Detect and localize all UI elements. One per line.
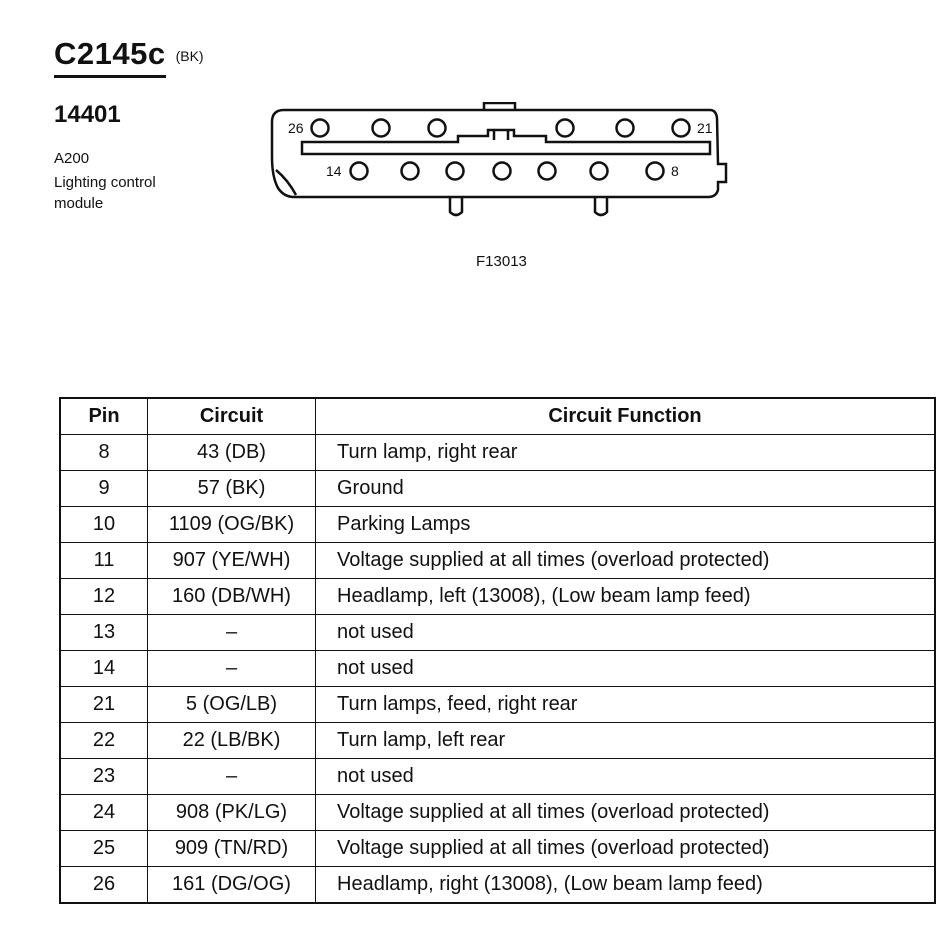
- pin-cell: 13: [60, 615, 148, 651]
- connector-face-diagram: [262, 102, 737, 220]
- header-circuit: Circuit: [148, 398, 316, 435]
- table-row: [60, 471, 935, 507]
- pin-cell: 23: [60, 759, 148, 795]
- table-row: [60, 507, 935, 543]
- pin-cavities-bottom-row: [351, 163, 664, 180]
- pin-label-21: 21: [697, 120, 713, 136]
- function-cell: Turn lamps, feed, right rear: [316, 687, 936, 723]
- function-cell: Voltage supplied at all times (overload protected): [316, 543, 936, 579]
- circuit-cell: –: [148, 759, 316, 795]
- part-number: 14401: [54, 101, 121, 128]
- function-cell: Headlamp, right (13008), (Low beam lamp feed): [316, 867, 936, 904]
- function-cell: Parking Lamps: [316, 507, 936, 543]
- function-cell: Voltage supplied at all times (overload protected): [316, 795, 936, 831]
- table-row: [60, 651, 935, 687]
- module-name: Lighting control module: [54, 174, 156, 212]
- circuit-cell: 1109 (OG/BK): [148, 507, 316, 543]
- table-row: [60, 435, 935, 471]
- header-pin: Pin: [60, 398, 148, 435]
- circuit-cell: 43 (DB): [148, 435, 316, 471]
- circuit-cell: –: [148, 651, 316, 687]
- pin-cell: 11: [60, 543, 148, 579]
- circuit-cell: 22 (LB/BK): [148, 723, 316, 759]
- table-row: [60, 543, 935, 579]
- function-cell: Turn lamp, right rear: [316, 435, 936, 471]
- function-cell: not used: [316, 651, 936, 687]
- circuit-cell: 907 (YE/WH): [148, 543, 316, 579]
- pin-cell: 8: [60, 435, 148, 471]
- function-cell: Voltage supplied at all times (overload protected): [316, 831, 936, 867]
- mounting-peg: [595, 197, 607, 215]
- table-row: [60, 831, 935, 867]
- connector-header: [54, 36, 204, 78]
- connector-id: C2145c: [54, 36, 166, 78]
- pin-cell: 26: [60, 867, 148, 904]
- circuit-cell: –: [148, 615, 316, 651]
- table-row: [60, 687, 935, 723]
- table-row: [60, 723, 935, 759]
- connector-color: (BK): [175, 48, 204, 64]
- pin-cell: 22: [60, 723, 148, 759]
- pin-cell: 24: [60, 795, 148, 831]
- function-cell: Headlamp, left (13008), (Low beam lamp feed): [316, 579, 936, 615]
- pin-cell: 9: [60, 471, 148, 507]
- pin-cavities-top-row: [312, 120, 690, 137]
- circuit-cell: 160 (DB/WH): [148, 579, 316, 615]
- pin-cell: 12: [60, 579, 148, 615]
- key-rib: [494, 130, 508, 140]
- table-row: [60, 579, 935, 615]
- table-header-row: [60, 398, 935, 435]
- pin-label-26: 26: [288, 120, 304, 136]
- circuit-cell: 161 (DG/OG): [148, 867, 316, 904]
- pin-label-8: 8: [671, 163, 679, 179]
- circuit-cell: 908 (PK/LG): [148, 795, 316, 831]
- circuit-cell: 57 (BK): [148, 471, 316, 507]
- table-row: [60, 759, 935, 795]
- function-cell: Ground: [316, 471, 936, 507]
- function-cell: not used: [316, 615, 936, 651]
- table-row: [60, 615, 935, 651]
- function-cell: not used: [316, 759, 936, 795]
- pin-table: [59, 397, 936, 904]
- module-code: A200: [54, 150, 90, 167]
- pin-cell: 25: [60, 831, 148, 867]
- table-row: [60, 867, 935, 904]
- pin-cell: 21: [60, 687, 148, 723]
- pin-cell: 14: [60, 651, 148, 687]
- circuit-cell: 909 (TN/RD): [148, 831, 316, 867]
- pin-label-14: 14: [326, 163, 342, 179]
- table-row: [60, 795, 935, 831]
- header-circuit-function: Circuit Function: [316, 398, 936, 435]
- figure-id: F13013: [476, 253, 527, 270]
- keying-bar: [302, 130, 710, 154]
- function-cell: Turn lamp, left rear: [316, 723, 936, 759]
- mounting-peg: [450, 197, 462, 215]
- pin-cell: 10: [60, 507, 148, 543]
- circuit-cell: 5 (OG/LB): [148, 687, 316, 723]
